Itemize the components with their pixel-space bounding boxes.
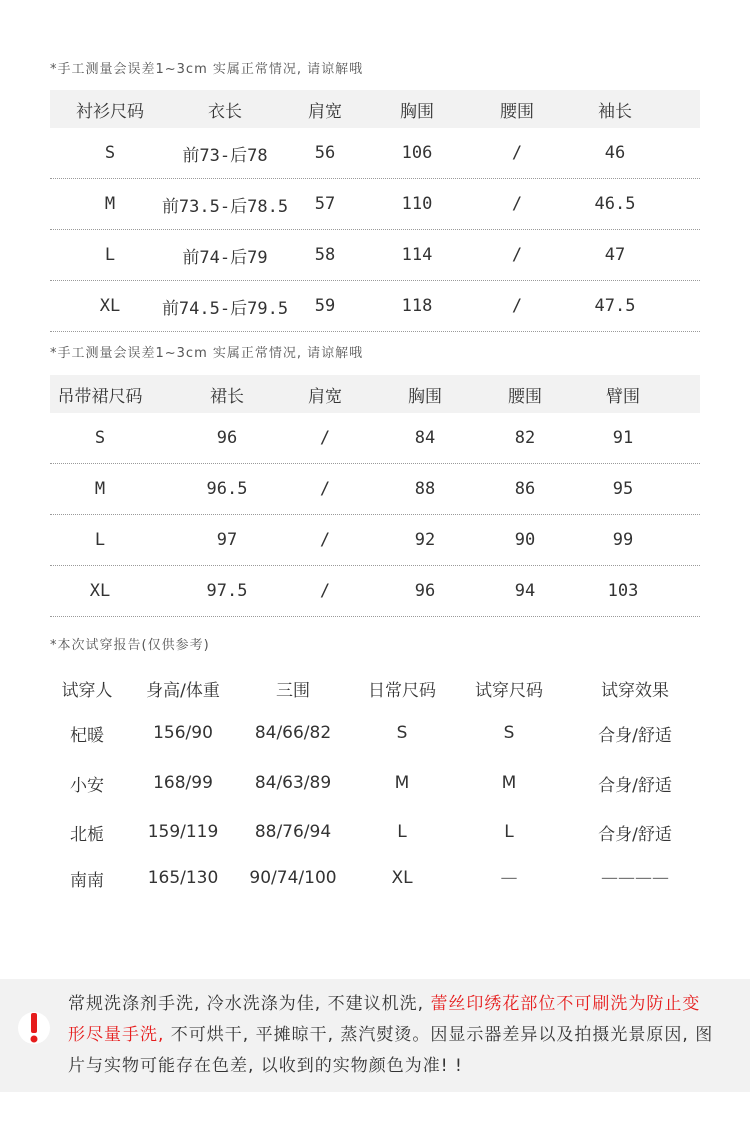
table-cell: M xyxy=(394,773,410,793)
table-header xyxy=(50,90,700,128)
table-cell: / xyxy=(319,581,331,601)
column-header: 袖长 xyxy=(598,101,632,122)
table-cell: L xyxy=(94,530,106,550)
column-header: 衣长 xyxy=(208,101,242,122)
trial-report-table xyxy=(50,668,700,900)
column-header: 胸围 xyxy=(408,386,442,407)
table-cell: 南南 xyxy=(70,870,104,891)
table-cell: 前74-后79 xyxy=(182,247,268,268)
table-cell: L xyxy=(397,822,407,842)
table-cell: 92 xyxy=(414,530,436,550)
table-cell: 159/119 xyxy=(147,822,219,842)
column-header: 三围 xyxy=(276,680,310,701)
table-cell: 小安 xyxy=(70,775,104,796)
table-cell: 110 xyxy=(401,194,433,214)
table-row xyxy=(50,464,700,515)
table-cell: — xyxy=(500,868,518,888)
table-cell: XL xyxy=(89,581,111,601)
table-cell: 47 xyxy=(604,245,626,265)
table-cell: S xyxy=(503,723,515,743)
table-cell: 96 xyxy=(414,581,436,601)
trial-header xyxy=(50,668,700,708)
table-cell: 前73-后78 xyxy=(182,145,268,166)
table-cell: 96 xyxy=(216,428,238,448)
table-cell: 合身/舒适 xyxy=(598,775,672,796)
table-cell: 106 xyxy=(401,143,433,163)
table-cell: 95 xyxy=(612,479,634,499)
table-row xyxy=(50,413,700,464)
table-cell: 84/66/82 xyxy=(254,723,332,743)
table-cell: / xyxy=(511,296,523,316)
table-cell: 前74.5-后79.5 xyxy=(161,298,289,319)
table-cell: S xyxy=(104,143,116,163)
column-header: 衬衫尺码 xyxy=(76,101,144,122)
table-cell: 57 xyxy=(314,194,336,214)
column-header: 腰围 xyxy=(508,386,542,407)
table-cell: L xyxy=(504,822,514,842)
table-cell: 82 xyxy=(514,428,536,448)
table-cell: / xyxy=(319,530,331,550)
care-text-2: 不可烘干, 平摊晾干, 蒸汽熨烫。因显示器差异以及拍摄光景原因, 图片与实物可能存在色差, 以收到的实物颜色为准! ! xyxy=(68,1025,714,1076)
table-cell: 59 xyxy=(314,296,336,316)
table-cell: 84/63/89 xyxy=(254,773,332,793)
table-cell: 88 xyxy=(414,479,436,499)
column-header: 裙长 xyxy=(210,386,244,407)
care-text-1: 常规洗涤剂手洗, 冷水洗涤为佳, 不建议机洗, xyxy=(68,994,431,1014)
table-cell: M xyxy=(104,194,116,214)
care-text xyxy=(68,989,718,1082)
table-cell: 165/130 xyxy=(147,868,219,888)
table-cell: 杞暖 xyxy=(70,725,104,746)
table-cell: XL xyxy=(391,868,413,888)
column-header: 吊带裙尺码 xyxy=(57,386,143,407)
table-cell: 96.5 xyxy=(206,479,248,499)
table-cell: M xyxy=(501,773,517,793)
table-cell: / xyxy=(319,428,331,448)
table-cell: 91 xyxy=(612,428,634,448)
trial-report-note: *本次试穿报告(仅供参考) xyxy=(50,638,210,653)
column-header: 腰围 xyxy=(500,101,534,122)
column-header: 肩宽 xyxy=(308,386,342,407)
shirt-size-table xyxy=(50,90,700,332)
table-cell: / xyxy=(511,143,523,163)
column-header: 胸围 xyxy=(400,101,434,122)
table-cell: 前73.5-后78.5 xyxy=(161,196,289,217)
table-row xyxy=(50,128,700,179)
table-cell: / xyxy=(319,479,331,499)
table-cell: 合身/舒适 xyxy=(598,824,672,845)
table-row xyxy=(50,179,700,230)
column-header: 日常尺码 xyxy=(368,680,436,701)
table-cell: XL xyxy=(99,296,121,316)
table-cell: / xyxy=(511,245,523,265)
table-cell: 94 xyxy=(514,581,536,601)
table-cell: 103 xyxy=(607,581,639,601)
table-cell: 56 xyxy=(314,143,336,163)
table-cell: L xyxy=(104,245,116,265)
trial-row xyxy=(50,758,700,808)
table-cell: 46.5 xyxy=(594,194,636,214)
trial-row xyxy=(50,808,700,856)
table-cell: 99 xyxy=(612,530,634,550)
table-header xyxy=(50,375,700,413)
care-text-warning: 蕾丝印绣花部位不可刷洗为防止变形尽量手洗, xyxy=(68,994,701,1045)
table-cell: S xyxy=(396,723,408,743)
table-cell: 168/99 xyxy=(153,773,213,793)
table-cell: / xyxy=(511,194,523,214)
table-cell: 84 xyxy=(414,428,436,448)
table-cell: 114 xyxy=(401,245,433,265)
table-cell: M xyxy=(94,479,106,499)
table-row xyxy=(50,566,700,617)
table-cell: 58 xyxy=(314,245,336,265)
table-cell: 156/90 xyxy=(153,723,213,743)
table-cell: 46 xyxy=(604,143,626,163)
table-row xyxy=(50,281,700,332)
table-cell: 88/76/94 xyxy=(254,822,332,842)
trial-row xyxy=(50,708,700,758)
exclamation-icon xyxy=(18,1012,50,1044)
dress-size-table xyxy=(50,375,700,617)
table-row xyxy=(50,230,700,281)
care-instructions-panel xyxy=(0,979,750,1092)
measurement-note: *手工测量会误差1~3cm 实属正常情况, 请谅解哦 xyxy=(50,346,364,361)
table-cell: 90 xyxy=(514,530,536,550)
column-header: 身高/体重 xyxy=(146,680,220,701)
column-header: 试穿尺码 xyxy=(475,680,543,701)
table-cell: ———— xyxy=(601,868,669,888)
column-header: 肩宽 xyxy=(308,101,342,122)
table-cell: 118 xyxy=(401,296,433,316)
column-header: 试穿效果 xyxy=(601,680,669,701)
column-header: 臂围 xyxy=(606,386,640,407)
table-row xyxy=(50,515,700,566)
table-cell: 97 xyxy=(216,530,238,550)
table-cell: S xyxy=(94,428,106,448)
table-cell: 90/74/100 xyxy=(249,868,337,888)
trial-row xyxy=(50,856,700,900)
table-cell: 北栀 xyxy=(70,824,104,845)
measurement-note: *手工测量会误差1~3cm 实属正常情况, 请谅解哦 xyxy=(50,62,364,77)
table-cell: 86 xyxy=(514,479,536,499)
column-header: 试穿人 xyxy=(61,680,113,701)
table-cell: 97.5 xyxy=(206,581,248,601)
table-cell: 合身/舒适 xyxy=(598,725,672,746)
table-cell: 47.5 xyxy=(594,296,636,316)
